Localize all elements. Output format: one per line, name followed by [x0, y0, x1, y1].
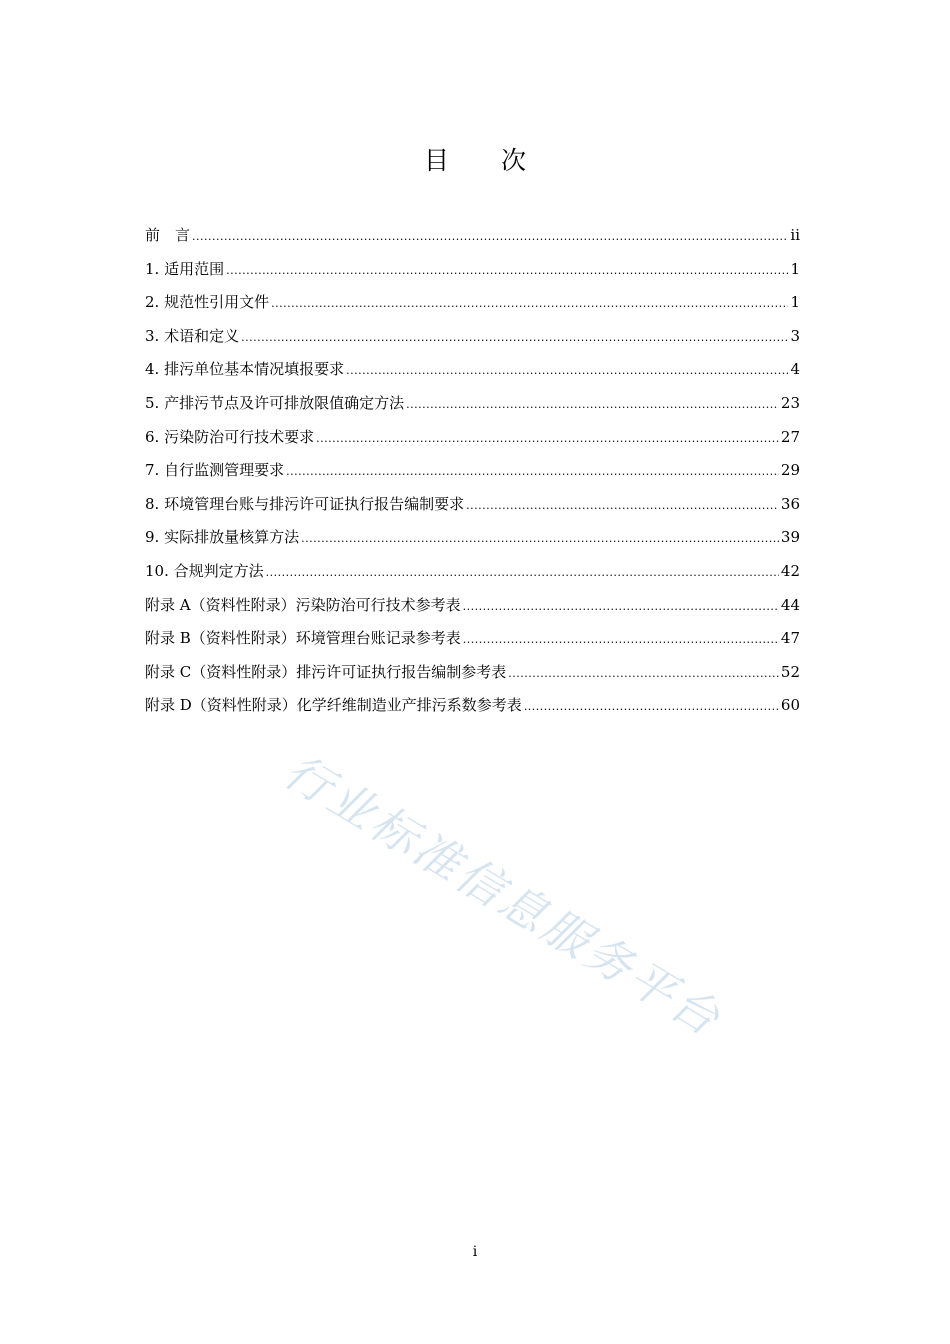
- toc-dot-leader: [463, 627, 779, 653]
- toc-entry-page: 60: [780, 696, 800, 715]
- toc-dot-leader: [508, 661, 779, 687]
- toc-entry-5[interactable]: [145, 390, 800, 424]
- toc-entry-label: 9. 实际排放量核算方法: [145, 528, 300, 547]
- watermark: 行业标准信息服务平台: [275, 743, 732, 1048]
- toc-dot-leader: [346, 358, 788, 384]
- toc-entry-page: 27: [780, 427, 800, 446]
- toc-entry-page: 1: [790, 259, 800, 278]
- toc-entry-foreword[interactable]: [145, 222, 800, 256]
- page-number: i: [472, 1244, 478, 1260]
- toc-entry-10[interactable]: [145, 558, 800, 592]
- toc-entry-appendix-b[interactable]: [145, 625, 800, 659]
- toc-dot-leader: [271, 291, 788, 317]
- toc-entry-7[interactable]: [145, 457, 800, 491]
- toc-dot-leader: [316, 426, 779, 452]
- toc-entry-appendix-a[interactable]: [145, 592, 800, 626]
- toc-entry-9[interactable]: [145, 524, 800, 558]
- toc-entry-page: 36: [780, 494, 800, 513]
- toc-entry-label: 附录 D（资料性附录）化学纤维制造业产排污系数参考表: [145, 696, 522, 715]
- toc-entry-label: 8. 环境管理台账与排污许可证执行报告编制要求: [145, 494, 465, 513]
- toc-entry-page: 23: [780, 393, 800, 412]
- toc-entry-page: 47: [780, 629, 800, 648]
- toc-entry-4[interactable]: [145, 356, 800, 390]
- toc-entry-label: 10. 合规判定方法: [145, 561, 264, 580]
- toc-entry-label: 附录 B（资料性附录）环境管理台账记录参考表: [145, 629, 461, 648]
- toc-entry-page: 4: [790, 360, 800, 379]
- toc-entry-label: 6. 污染防治可行技术要求: [145, 427, 315, 446]
- toc-dot-leader: [466, 493, 779, 519]
- toc-dot-leader: [463, 594, 779, 620]
- toc-entry-page: 42: [780, 561, 800, 580]
- toc-entry-8[interactable]: [145, 491, 800, 525]
- toc-entry-2[interactable]: [145, 289, 800, 323]
- table-of-contents: [145, 222, 800, 726]
- toc-dot-leader: [301, 526, 779, 552]
- toc-dot-leader: [226, 258, 788, 284]
- toc-entry-page: 1: [790, 293, 800, 312]
- toc-dot-leader: [524, 694, 779, 720]
- toc-entry-label: 2. 规范性引用文件: [145, 293, 270, 312]
- toc-entry-label: 1. 适用范围: [145, 259, 225, 278]
- toc-dot-leader: [266, 560, 779, 586]
- toc-entry-label: 附录 C（资料性附录）排污许可证执行报告编制参考表: [145, 662, 507, 681]
- toc-entry-6[interactable]: [145, 424, 800, 458]
- toc-entry-label: 7. 自行监测管理要求: [145, 461, 285, 480]
- toc-entry-page: 52: [780, 662, 800, 681]
- toc-dot-leader: [241, 325, 788, 351]
- toc-dot-leader: [406, 392, 779, 418]
- toc-entry-page: 39: [780, 528, 800, 547]
- toc-entry-label: 前 言: [145, 226, 191, 244]
- toc-entry-label: 附录 A（资料性附录）污染防治可行技术参考表: [145, 595, 461, 614]
- toc-entry-appendix-c[interactable]: [145, 659, 800, 693]
- toc-entry-page: 3: [790, 326, 800, 345]
- toc-entry-1[interactable]: [145, 256, 800, 290]
- toc-dot-leader: [286, 459, 779, 485]
- toc-entry-label: 3. 术语和定义: [145, 326, 240, 345]
- toc-entry-label: 5. 产排污节点及许可排放限值确定方法: [145, 393, 405, 412]
- toc-entry-page: 44: [780, 595, 800, 614]
- toc-entry-page: 29: [780, 461, 800, 480]
- toc-entry-3[interactable]: [145, 323, 800, 357]
- page-title: 目 次: [424, 146, 548, 175]
- toc-dot-leader: [192, 224, 788, 250]
- toc-entry-label: 4. 排污单位基本情况填报要求: [145, 360, 345, 379]
- toc-entry-page: ii: [790, 226, 800, 244]
- toc-entry-appendix-d[interactable]: [145, 692, 800, 726]
